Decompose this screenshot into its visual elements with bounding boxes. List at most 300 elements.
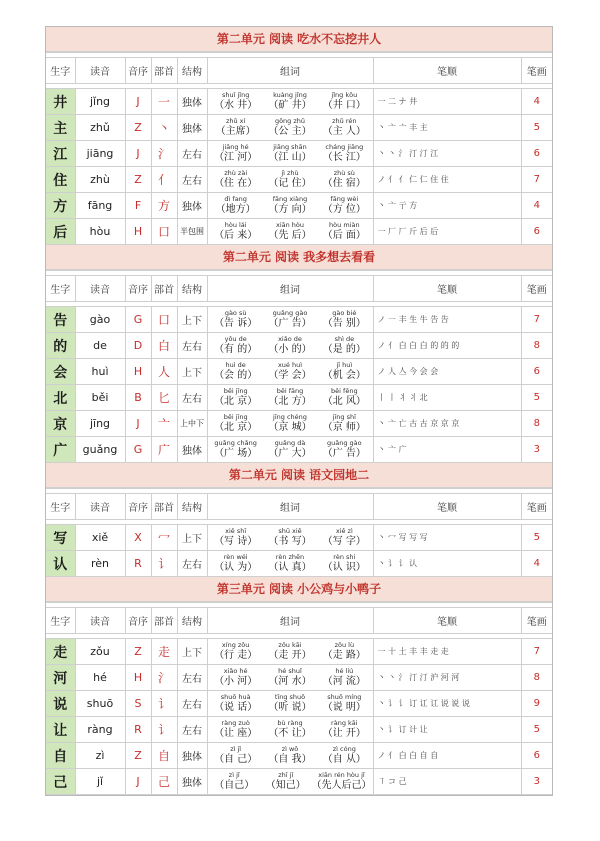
word-hanzi: （北 京） <box>214 396 258 407</box>
table-row <box>46 333 552 359</box>
word-group <box>209 667 372 688</box>
pinyin-cell: gào <box>75 307 125 333</box>
structure-cell: 左右 <box>177 551 207 577</box>
structure-cell: 左右 <box>177 167 207 193</box>
word-pinyin: guǎng chǎng <box>214 439 257 447</box>
radical-cell: 氵 <box>151 141 177 167</box>
stroke-order-cell: 丶 亠 亡 古 古 京 京 京 <box>373 411 521 437</box>
column-header-initial: 音序 <box>125 608 151 634</box>
word-pinyin: cháng jiāng <box>325 143 364 151</box>
word-pinyin: xiān rén hòu jǐ <box>318 771 365 779</box>
word-pinyin: fāng wèi <box>330 195 359 203</box>
word-item <box>317 169 371 190</box>
word-item <box>263 361 317 382</box>
stroke-count-cell: 3 <box>521 769 552 795</box>
word-hanzi: （自己） <box>214 780 255 791</box>
word-pinyin: rèn zhēn <box>275 553 305 561</box>
word-item <box>317 335 371 356</box>
word-pinyin: rèn wéi <box>223 553 248 561</box>
pinyin-cell: jǐ <box>75 769 125 795</box>
character-cell: 说 <box>46 691 75 717</box>
column-header-structure: 结构 <box>177 58 207 84</box>
words-cell <box>207 411 373 437</box>
column-header-pinyin: 读音 <box>75 608 125 634</box>
word-item <box>317 413 371 434</box>
word-item <box>209 143 263 164</box>
word-item <box>263 527 317 548</box>
word-item <box>263 387 317 408</box>
word-item <box>209 719 263 740</box>
word-hanzi: （走 开） <box>268 650 312 661</box>
word-group <box>209 117 372 138</box>
word-group <box>209 387 372 408</box>
word-pinyin: dì fang <box>224 195 247 203</box>
word-hanzi: （江 河） <box>214 152 258 163</box>
stroke-order-cell: 丶 亠 亠 丰 主 <box>373 115 521 141</box>
word-item <box>209 439 263 460</box>
word-hanzi: （机 会） <box>322 370 366 381</box>
word-pinyin: shuō míng <box>327 693 362 701</box>
pinyin-cell: jīng <box>75 411 125 437</box>
word-pinyin: jīng shī <box>332 413 356 421</box>
stroke-count-cell: 5 <box>521 717 552 743</box>
character-table <box>46 602 552 795</box>
character-cell: 广 <box>46 437 75 463</box>
table-row <box>46 691 552 717</box>
stroke-order-cell: ノ ㇐ 丰 生 牛 告 告 <box>373 307 521 333</box>
word-item <box>317 309 371 330</box>
structure-cell: 左右 <box>177 141 207 167</box>
words-cell <box>207 219 373 245</box>
column-header-initial: 音序 <box>125 494 151 520</box>
word-pinyin: tīng shuō <box>274 693 306 701</box>
word-hanzi: （有 的） <box>214 344 258 355</box>
character-cell: 江 <box>46 141 75 167</box>
word-item <box>317 195 371 216</box>
stroke-count-cell: 8 <box>521 411 552 437</box>
word-item <box>209 221 263 242</box>
pinyin-cell: guǎng <box>75 437 125 463</box>
column-header-structure: 结构 <box>177 494 207 520</box>
word-hanzi: （河 流） <box>322 676 366 687</box>
character-cell: 主 <box>46 115 75 141</box>
initial-cell: H <box>125 359 151 385</box>
column-header-pinyin: 读音 <box>75 276 125 302</box>
word-item <box>260 771 312 792</box>
word-pinyin: zì cóng <box>332 745 356 753</box>
stroke-count-cell: 6 <box>521 219 552 245</box>
word-item <box>317 439 371 460</box>
pinyin-cell: shuō <box>75 691 125 717</box>
radical-cell: 口 <box>151 307 177 333</box>
radical-cell: 方 <box>151 193 177 219</box>
word-item <box>263 667 317 688</box>
word-pinyin: jiāng hé <box>222 143 249 151</box>
word-hanzi: （住 在） <box>214 178 258 189</box>
column-header-initial: 音序 <box>125 58 151 84</box>
word-item <box>209 693 263 714</box>
initial-cell: R <box>125 717 151 743</box>
word-pinyin: shì de <box>334 335 355 343</box>
word-hanzi: （知己） <box>265 780 306 791</box>
word-hanzi: （方 位） <box>322 204 366 215</box>
initial-cell: B <box>125 385 151 411</box>
word-pinyin: guǎng gào <box>327 439 362 447</box>
unit-title: 第二单元 阅读 吃水不忘挖井人 <box>46 27 552 52</box>
unit-title: 第二单元 阅读 我多想去看看 <box>46 245 552 270</box>
word-item <box>317 361 371 382</box>
word-pinyin: zhī jǐ <box>278 771 294 779</box>
character-table <box>46 270 552 463</box>
structure-cell: 半包围 <box>177 219 207 245</box>
character-table <box>46 488 552 577</box>
word-group <box>209 553 372 574</box>
word-item <box>263 335 317 356</box>
stroke-order-cell: 丶 丶 氵 汀 汀 江 <box>373 141 521 167</box>
initial-cell: H <box>125 665 151 691</box>
word-hanzi: （学 会） <box>268 370 312 381</box>
word-hanzi: （后 面） <box>322 230 366 241</box>
word-pinyin: guǎng gào <box>272 309 308 317</box>
word-pinyin: zhù sù <box>333 169 355 177</box>
word-group <box>209 221 372 242</box>
column-header-strokes: 笔顺 <box>373 58 521 84</box>
stroke-count-cell: 8 <box>521 665 552 691</box>
word-hanzi: （广 场） <box>214 448 258 459</box>
radical-cell: 冖 <box>151 525 177 551</box>
words-cell <box>207 769 373 795</box>
initial-cell: Z <box>125 115 151 141</box>
column-header-count: 笔画 <box>521 276 552 302</box>
word-pinyin: gào sù <box>224 309 247 317</box>
character-cell: 告 <box>46 307 75 333</box>
word-hanzi: （水 井） <box>214 100 258 111</box>
word-pinyin: gōng zhǔ <box>274 117 306 125</box>
word-item <box>317 641 371 662</box>
word-item <box>209 527 263 548</box>
radical-cell: 丶 <box>151 115 177 141</box>
initial-cell: X <box>125 525 151 551</box>
stroke-count-cell: 7 <box>521 307 552 333</box>
word-item <box>209 667 263 688</box>
word-item <box>263 745 317 766</box>
word-item <box>263 117 317 138</box>
word-item <box>317 693 371 714</box>
pinyin-cell: fāng <box>75 193 125 219</box>
table-row <box>46 411 552 437</box>
pinyin-cell: xiě <box>75 525 125 551</box>
column-header-strokes: 笔顺 <box>373 276 521 302</box>
radical-cell: 人 <box>151 359 177 385</box>
word-item <box>263 221 317 242</box>
radical-cell: 口 <box>151 219 177 245</box>
initial-cell: J <box>125 89 151 115</box>
word-pinyin: xiǎo de <box>278 335 302 343</box>
radical-cell: 己 <box>151 769 177 795</box>
character-cell: 己 <box>46 769 75 795</box>
word-hanzi: （京 师） <box>322 422 366 433</box>
header-row <box>46 276 552 302</box>
word-hanzi: （自 从） <box>322 754 366 765</box>
word-hanzi: （写 诗） <box>214 536 258 547</box>
initial-cell: Z <box>125 167 151 193</box>
character-table <box>46 52 552 245</box>
word-item <box>263 309 317 330</box>
character-cell: 后 <box>46 219 75 245</box>
word-hanzi: （听 说） <box>268 702 312 713</box>
structure-cell: 左右 <box>177 717 207 743</box>
pinyin-cell: rèn <box>75 551 125 577</box>
column-header-pinyin: 读音 <box>75 58 125 84</box>
stroke-order-cell: 丶 讠 订 计 让 <box>373 717 521 743</box>
character-cell: 住 <box>46 167 75 193</box>
stroke-count-cell: 7 <box>521 167 552 193</box>
word-pinyin: jǐng kǒu <box>331 91 358 99</box>
initial-cell: H <box>125 219 151 245</box>
word-hanzi: （告 诉） <box>214 318 258 329</box>
word-pinyin: zhù zài <box>224 169 248 177</box>
words-cell <box>207 89 373 115</box>
character-table-sheet <box>45 26 553 796</box>
word-hanzi: （河 水） <box>268 676 312 687</box>
word-hanzi: （江 山） <box>268 152 312 163</box>
word-item <box>263 143 317 164</box>
pinyin-cell: běi <box>75 385 125 411</box>
initial-cell: Z <box>125 743 151 769</box>
word-item <box>263 641 317 662</box>
word-hanzi: （行 走） <box>214 650 258 661</box>
word-pinyin: zì jǐ <box>228 771 240 779</box>
word-hanzi: （小 的） <box>268 344 312 355</box>
word-hanzi: （京 城） <box>268 422 312 433</box>
word-pinyin: bù ràng <box>277 719 303 727</box>
structure-cell: 上下 <box>177 639 207 665</box>
word-group <box>209 771 372 792</box>
words-cell <box>207 167 373 193</box>
word-item <box>317 719 371 740</box>
stroke-count-cell: 4 <box>521 551 552 577</box>
words-cell <box>207 639 373 665</box>
words-cell <box>207 437 373 463</box>
word-item <box>263 195 317 216</box>
structure-cell: 独体 <box>177 437 207 463</box>
stroke-count-cell: 5 <box>521 115 552 141</box>
character-cell: 井 <box>46 89 75 115</box>
column-header-radical: 部首 <box>151 494 177 520</box>
table-row <box>46 141 552 167</box>
word-pinyin: zhǔ rén <box>332 117 357 125</box>
stroke-order-cell: 丶 亠 亍 方 <box>373 193 521 219</box>
pinyin-cell: zhǔ <box>75 115 125 141</box>
radical-cell: 亠 <box>151 411 177 437</box>
word-hanzi: （自 己） <box>214 754 258 765</box>
word-group <box>209 91 372 112</box>
word-item <box>263 719 317 740</box>
word-item <box>209 335 263 356</box>
word-pinyin: hé liú <box>335 667 354 675</box>
word-item <box>263 693 317 714</box>
words-cell <box>207 525 373 551</box>
word-pinyin: shū xiě <box>278 527 302 535</box>
word-pinyin: běi jīng <box>223 413 248 421</box>
word-hanzi: （地方） <box>215 204 256 215</box>
radical-cell: 白 <box>151 333 177 359</box>
stroke-count-cell: 6 <box>521 141 552 167</box>
word-hanzi: （广 大） <box>268 448 312 459</box>
header-row <box>46 494 552 520</box>
character-cell: 北 <box>46 385 75 411</box>
word-pinyin: yǒu de <box>224 335 247 343</box>
word-pinyin: shuō huà <box>220 693 251 701</box>
word-pinyin: xiě zì <box>335 527 353 535</box>
word-pinyin: rèn shi <box>333 553 356 561</box>
structure-cell: 独体 <box>177 743 207 769</box>
word-hanzi: （后 来） <box>214 230 258 241</box>
word-pinyin: jiāng shān <box>273 143 307 151</box>
initial-cell: R <box>125 551 151 577</box>
word-item <box>209 413 263 434</box>
word-item <box>317 745 371 766</box>
pinyin-cell: hé <box>75 665 125 691</box>
word-hanzi: （北 京） <box>214 422 258 433</box>
table-row <box>46 525 552 551</box>
table-row <box>46 769 552 795</box>
word-pinyin: huì de <box>225 361 246 369</box>
column-header-initial: 音序 <box>125 276 151 302</box>
word-item <box>317 387 371 408</box>
word-pinyin: zì jǐ <box>230 745 242 753</box>
word-hanzi: （书 写） <box>268 536 312 547</box>
stroke-count-cell: 5 <box>521 525 552 551</box>
word-hanzi: （广 告） <box>268 318 312 329</box>
word-item <box>317 667 371 688</box>
column-header-count: 笔画 <box>521 608 552 634</box>
table-row <box>46 359 552 385</box>
word-hanzi: （是 的） <box>322 344 366 355</box>
word-group <box>209 527 372 548</box>
pinyin-cell: ràng <box>75 717 125 743</box>
word-pinyin: běi jīng <box>223 387 248 395</box>
pinyin-cell: hòu <box>75 219 125 245</box>
structure-cell: 独体 <box>177 193 207 219</box>
initial-cell: F <box>125 193 151 219</box>
column-header-strokes: 笔顺 <box>373 494 521 520</box>
word-pinyin: xiǎo hé <box>223 667 248 675</box>
unit-section <box>46 463 552 577</box>
header-row <box>46 58 552 84</box>
word-hanzi: （不 让） <box>268 728 312 739</box>
initial-cell: J <box>125 769 151 795</box>
radical-cell: 讠 <box>151 551 177 577</box>
unit-section <box>46 245 552 463</box>
words-cell <box>207 333 373 359</box>
column-header-char: 生字 <box>46 608 75 634</box>
column-header-count: 笔画 <box>521 58 552 84</box>
word-item <box>209 745 263 766</box>
pinyin-cell: jiāng <box>75 141 125 167</box>
stroke-count-cell: 4 <box>521 89 552 115</box>
stroke-order-cell: 丶 冖 写 写 写 <box>373 525 521 551</box>
word-hanzi: （方 向） <box>268 204 312 215</box>
word-hanzi: （长 江） <box>322 152 366 163</box>
unit-section <box>46 577 552 795</box>
table-row <box>46 219 552 245</box>
word-item <box>209 553 263 574</box>
word-pinyin: shuǐ jǐng <box>221 91 250 99</box>
word-group <box>209 745 372 766</box>
column-header-char: 生字 <box>46 494 75 520</box>
word-item <box>317 143 371 164</box>
structure-cell: 独体 <box>177 89 207 115</box>
word-pinyin: gào bié <box>332 309 357 317</box>
initial-cell: G <box>125 437 151 463</box>
stroke-count-cell: 5 <box>521 385 552 411</box>
initial-cell: D <box>125 333 151 359</box>
word-pinyin: jī huì <box>336 361 353 369</box>
pinyin-cell: huì <box>75 359 125 385</box>
word-hanzi: （自 我） <box>268 754 312 765</box>
stroke-order-cell: ノ 亻 亻 仁 仁 住 住 <box>373 167 521 193</box>
column-header-radical: 部首 <box>151 608 177 634</box>
header-row <box>46 608 552 634</box>
character-cell: 河 <box>46 665 75 691</box>
word-group <box>209 719 372 740</box>
word-hanzi: （北 风） <box>322 396 366 407</box>
word-hanzi: （主席） <box>215 126 256 137</box>
character-cell: 自 <box>46 743 75 769</box>
words-cell <box>207 665 373 691</box>
word-item <box>209 641 263 662</box>
stroke-order-cell: 丶 讠 讠 订 讧 讧 说 说 说 <box>373 691 521 717</box>
unit-title: 第三单元 阅读 小公鸡与小鸭子 <box>46 577 552 602</box>
stroke-order-cell: ノ 亻 白 白 自 自 <box>373 743 521 769</box>
stroke-order-cell: 一 二 ナ 井 <box>373 89 521 115</box>
word-hanzi: （井 口） <box>322 100 366 111</box>
word-item <box>209 361 263 382</box>
radical-cell: 匕 <box>151 385 177 411</box>
word-hanzi: （走 路） <box>322 650 366 661</box>
words-cell <box>207 141 373 167</box>
stroke-order-cell: 丶 亠 广 <box>373 437 521 463</box>
column-header-words: 组词 <box>207 58 373 84</box>
table-row <box>46 307 552 333</box>
word-pinyin: jì zhù <box>281 169 299 177</box>
word-hanzi: （公 主） <box>268 126 312 137</box>
word-pinyin: ràng zuò <box>221 719 250 727</box>
structure-cell: 上下 <box>177 307 207 333</box>
word-hanzi: （先人后己） <box>311 780 372 791</box>
words-cell <box>207 551 373 577</box>
pinyin-cell: zhù <box>75 167 125 193</box>
word-hanzi: （认 为） <box>214 562 258 573</box>
table-row <box>46 717 552 743</box>
column-header-structure: 结构 <box>177 276 207 302</box>
character-cell: 走 <box>46 639 75 665</box>
word-group <box>209 361 372 382</box>
unit-section <box>46 27 552 245</box>
character-cell: 写 <box>46 525 75 551</box>
word-group <box>209 641 372 662</box>
stroke-count-cell: 6 <box>521 359 552 385</box>
initial-cell: S <box>125 691 151 717</box>
stroke-count-cell: 8 <box>521 333 552 359</box>
table-row <box>46 743 552 769</box>
column-header-strokes: 笔顺 <box>373 608 521 634</box>
word-hanzi: （让 开） <box>322 728 366 739</box>
column-header-words: 组词 <box>207 608 373 634</box>
word-item <box>317 221 371 242</box>
initial-cell: J <box>125 141 151 167</box>
